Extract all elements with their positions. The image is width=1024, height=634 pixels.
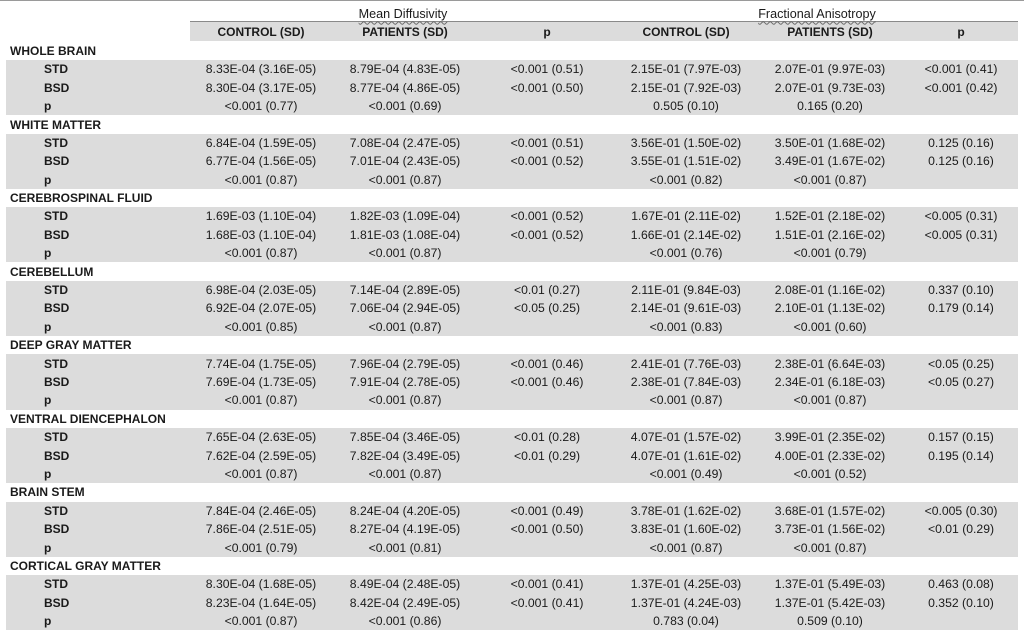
table-cell: 2.38E-01 (6.64E-03) [756,354,904,372]
table-cell: <0.001 (0.52) [478,152,616,170]
table-cell [478,244,616,262]
table-row [6,465,1018,483]
table-cell: <0.001 (0.42) [904,79,1018,97]
row-label: p [6,171,190,189]
table-cell: 7.86E-04 (2.51E-05) [190,520,332,538]
section-title: CEREBROSPINAL FLUID [10,191,153,206]
table-row [6,152,1018,170]
section-row [6,410,1018,428]
column-header: CONTROL (SD) [616,22,756,41]
table-cell: <0.001 (0.46) [478,354,616,372]
table-row [6,207,1018,225]
table-cell: 8.49E-04 (2.48E-05) [332,575,478,593]
table-cell: <0.001 (0.51) [478,60,616,78]
table-cell: 1.68E-03 (1.10E-04) [190,226,332,244]
row-label: BSD [6,79,190,97]
row-label: STD [6,60,190,78]
column-header-row [6,22,1018,41]
table-cell [478,171,616,189]
table-row [6,373,1018,391]
table-cell [904,171,1018,189]
table-cell [478,538,616,556]
group-header-fa-label: Fractional Anisotropy [758,7,876,22]
table-cell: <0.001 (0.85) [190,318,332,336]
row-label: p [6,391,190,409]
table-cell: 8.77E-04 (4.86E-05) [332,79,478,97]
section-title: CEREBELLUM [10,264,94,279]
table-row [6,60,1018,78]
table-cell: 2.07E-01 (9.73E-03) [756,79,904,97]
table-cell: <0.001 (0.41) [904,60,1018,78]
table-cell: 4.07E-01 (1.57E-02) [616,428,756,446]
table-cell: <0.001 (0.87) [616,391,756,409]
table-cell: <0.001 (0.86) [332,612,478,630]
table-cell: <0.001 (0.82) [616,171,756,189]
table-cell: 0.179 (0.14) [904,299,1018,317]
table-cell: 2.10E-01 (1.13E-02) [756,299,904,317]
group-header-md-label: Mean Diffusivity [358,7,448,22]
row-label: STD [6,428,190,446]
table-cell: <0.001 (0.46) [478,373,616,391]
table-cell: <0.001 (0.87) [190,465,332,483]
table-cell [904,612,1018,630]
table-cell: <0.001 (0.87) [616,538,756,556]
table-cell: 7.62E-04 (2.59E-05) [190,446,332,464]
table-cell: <0.001 (0.79) [756,244,904,262]
table-cell: 7.84E-04 (2.46E-05) [190,502,332,520]
table-cell: 7.01E-04 (2.43E-05) [332,152,478,170]
table-row [6,446,1018,464]
table-cell [478,318,616,336]
row-label: BSD [6,520,190,538]
table-row [6,134,1018,152]
table-cell: <0.001 (0.49) [616,465,756,483]
table-cell: 0.352 (0.10) [904,594,1018,612]
table-cell: 0.165 (0.20) [756,97,904,115]
table-row [6,354,1018,372]
table-cell: <0.001 (0.87) [756,391,904,409]
table-row [6,244,1018,262]
table-cell: 7.74E-04 (1.75E-05) [190,354,332,372]
table-cell: <0.001 (0.87) [332,318,478,336]
table-cell: <0.001 (0.52) [478,226,616,244]
table-cell: <0.05 (0.25) [904,354,1018,372]
table-cell: 3.56E-01 (1.50E-02) [616,134,756,152]
table-cell: 0.337 (0.10) [904,281,1018,299]
table-cell: 0.463 (0.08) [904,575,1018,593]
group-header-fa [616,3,1018,22]
table-cell: 7.82E-04 (3.49E-05) [332,446,478,464]
table-cell: <0.001 (0.76) [616,244,756,262]
row-label: p [6,538,190,556]
table-cell: <0.001 (0.87) [190,244,332,262]
table-cell: 1.82E-03 (1.09E-04) [332,207,478,225]
table-cell: 1.67E-01 (2.11E-02) [616,207,756,225]
row-label: BSD [6,299,190,317]
table-cell: <0.01 (0.27) [478,281,616,299]
table-cell: 6.77E-04 (1.56E-05) [190,152,332,170]
column-header: p [478,22,616,41]
table-cell: 0.125 (0.16) [904,134,1018,152]
row-label: p [6,465,190,483]
section-row [6,41,1018,60]
table-cell: <0.001 (0.50) [478,79,616,97]
table-cell: <0.001 (0.87) [190,171,332,189]
table-cell: <0.001 (0.87) [190,612,332,630]
table-cell [478,612,616,630]
table-cell: 3.78E-01 (1.62E-02) [616,502,756,520]
table-row [6,594,1018,612]
column-header: PATIENTS (SD) [756,22,904,41]
table-cell: 7.96E-04 (2.79E-05) [332,354,478,372]
table-cell: <0.001 (0.52) [756,465,904,483]
table-cell: 1.66E-01 (2.14E-02) [616,226,756,244]
table-row [6,299,1018,317]
table-cell [904,465,1018,483]
table-cell: <0.01 (0.29) [904,520,1018,538]
table-row [6,612,1018,630]
group-header-row [6,3,1018,22]
table-row [6,97,1018,115]
table-cell: 8.23E-04 (1.64E-05) [190,594,332,612]
row-label: STD [6,281,190,299]
table-cell: 7.06E-04 (2.94E-05) [332,299,478,317]
table-cell: <0.001 (0.87) [332,465,478,483]
row-label: BSD [6,446,190,464]
table-cell: 3.68E-01 (1.57E-02) [756,502,904,520]
section-title: WHOLE BRAIN [10,43,96,58]
table-cell [904,538,1018,556]
table-cell: <0.001 (0.60) [756,318,904,336]
table-cell: 8.30E-04 (3.17E-05) [190,79,332,97]
table-cell [478,391,616,409]
row-label: BSD [6,226,190,244]
table-cell: 6.98E-04 (2.03E-05) [190,281,332,299]
table-cell: 0.505 (0.10) [616,97,756,115]
table-cell: <0.001 (0.51) [478,134,616,152]
table-cell: 8.27E-04 (4.19E-05) [332,520,478,538]
table-cell: <0.001 (0.52) [478,207,616,225]
table-cell: 7.14E-04 (2.89E-05) [332,281,478,299]
table-row [6,318,1018,336]
section-row [6,115,1018,133]
section-row [6,483,1018,501]
table-cell: 2.11E-01 (9.84E-03) [616,281,756,299]
table-cell: 1.37E-01 (4.24E-03) [616,594,756,612]
table-cell: 3.50E-01 (1.68E-02) [756,134,904,152]
table-cell: 3.49E-01 (1.67E-02) [756,152,904,170]
table-cell: 6.84E-04 (1.59E-05) [190,134,332,152]
table-cell [904,318,1018,336]
table-cell: <0.001 (0.87) [756,538,904,556]
table-cell: 7.85E-04 (3.46E-05) [332,428,478,446]
table-cell: 1.37E-01 (5.49E-03) [756,575,904,593]
section-row [6,189,1018,207]
table-cell: 8.33E-04 (3.16E-05) [190,60,332,78]
table-cell: <0.005 (0.31) [904,207,1018,225]
row-label: STD [6,134,190,152]
table-cell: 2.41E-01 (7.76E-03) [616,354,756,372]
table-cell: <0.001 (0.87) [332,244,478,262]
table-cell: 1.52E-01 (2.18E-02) [756,207,904,225]
section-title: VENTRAL DIENCEPHALON [10,411,166,426]
row-label: STD [6,575,190,593]
top-rule [0,0,1024,1]
table-cell [478,465,616,483]
table-cell: <0.001 (0.87) [332,171,478,189]
column-header: PATIENTS (SD) [332,22,478,41]
table-cell: 0.195 (0.14) [904,446,1018,464]
section-row [6,557,1018,575]
row-label: STD [6,502,190,520]
table-row [6,79,1018,97]
table-row [6,428,1018,446]
table-cell: 8.79E-04 (4.83E-05) [332,60,478,78]
table-cell: <0.001 (0.87) [756,171,904,189]
table-cell: 7.69E-04 (1.73E-05) [190,373,332,391]
table-cell: <0.05 (0.25) [478,299,616,317]
table-cell: <0.001 (0.50) [478,520,616,538]
row-label: p [6,244,190,262]
table-cell [904,244,1018,262]
row-label: BSD [6,152,190,170]
table-cell: 1.51E-01 (2.16E-02) [756,226,904,244]
header-blank [6,3,190,22]
table-cell: <0.001 (0.81) [332,538,478,556]
column-header: CONTROL (SD) [190,22,332,41]
table-row [6,226,1018,244]
group-header-md [190,3,616,22]
table-cell: <0.001 (0.77) [190,97,332,115]
column-header-blank [6,22,190,41]
diffusion-metrics-table [6,3,1018,630]
table-cell: 0.509 (0.10) [756,612,904,630]
section-row [6,262,1018,280]
row-label: STD [6,354,190,372]
table-row [6,502,1018,520]
table-row [6,391,1018,409]
table-cell: 0.783 (0.04) [616,612,756,630]
section-row [6,336,1018,354]
row-label: STD [6,207,190,225]
table-cell: <0.05 (0.27) [904,373,1018,391]
table-cell: 7.08E-04 (2.47E-05) [332,134,478,152]
table-cell: 8.42E-04 (2.49E-05) [332,594,478,612]
table-body [6,41,1018,630]
table-cell: 1.37E-01 (4.25E-03) [616,575,756,593]
table-cell: 3.73E-01 (1.56E-02) [756,520,904,538]
table-cell: <0.001 (0.87) [190,391,332,409]
row-label: p [6,97,190,115]
table-cell: 2.08E-01 (1.16E-02) [756,281,904,299]
table-cell: 2.15E-01 (7.97E-03) [616,60,756,78]
table-cell [478,97,616,115]
table-cell: 3.55E-01 (1.51E-02) [616,152,756,170]
row-label: BSD [6,594,190,612]
table-cell: <0.005 (0.30) [904,502,1018,520]
table-cell: <0.01 (0.28) [478,428,616,446]
table-row [6,171,1018,189]
table-cell [904,97,1018,115]
table-cell: 1.37E-01 (5.42E-03) [756,594,904,612]
table-cell: <0.001 (0.83) [616,318,756,336]
table-cell: <0.001 (0.79) [190,538,332,556]
table-row [6,575,1018,593]
table-cell: 7.91E-04 (2.78E-05) [332,373,478,391]
table-cell: 3.99E-01 (2.35E-02) [756,428,904,446]
section-title: DEEP GRAY MATTER [10,338,132,353]
table-row [6,281,1018,299]
table-cell: <0.001 (0.41) [478,575,616,593]
table-cell: 6.92E-04 (2.07E-05) [190,299,332,317]
column-header: p [904,22,1018,41]
table-cell: 7.65E-04 (2.63E-05) [190,428,332,446]
row-label: p [6,612,190,630]
section-title: BRAIN STEM [10,485,85,500]
table-cell: <0.001 (0.41) [478,594,616,612]
table-cell: 8.24E-04 (4.20E-05) [332,502,478,520]
table-cell: 1.81E-03 (1.08E-04) [332,226,478,244]
table-cell: <0.005 (0.31) [904,226,1018,244]
table-cell: 2.34E-01 (6.18E-03) [756,373,904,391]
row-label: BSD [6,373,190,391]
table-cell: <0.01 (0.29) [478,446,616,464]
table-cell: 8.30E-04 (1.68E-05) [190,575,332,593]
table-cell: 2.38E-01 (7.84E-03) [616,373,756,391]
table-cell: 4.07E-01 (1.61E-02) [616,446,756,464]
table-cell: <0.001 (0.69) [332,97,478,115]
table-cell: <0.001 (0.87) [332,391,478,409]
table-cell: 3.83E-01 (1.60E-02) [616,520,756,538]
table-cell: <0.001 (0.49) [478,502,616,520]
section-title: CORTICAL GRAY MATTER [10,558,161,573]
table-cell: 2.14E-01 (9.61E-03) [616,299,756,317]
section-title: WHITE MATTER [10,117,102,132]
table-cell: 0.157 (0.15) [904,428,1018,446]
table-row [6,520,1018,538]
table-row [6,538,1018,556]
table-cell: 2.07E-01 (9.97E-03) [756,60,904,78]
table-cell: 1.69E-03 (1.10E-04) [190,207,332,225]
table-cell: 2.15E-01 (7.92E-03) [616,79,756,97]
row-label: p [6,318,190,336]
table-cell [904,391,1018,409]
table-cell: 4.00E-01 (2.33E-02) [756,446,904,464]
table-cell: 0.125 (0.16) [904,152,1018,170]
